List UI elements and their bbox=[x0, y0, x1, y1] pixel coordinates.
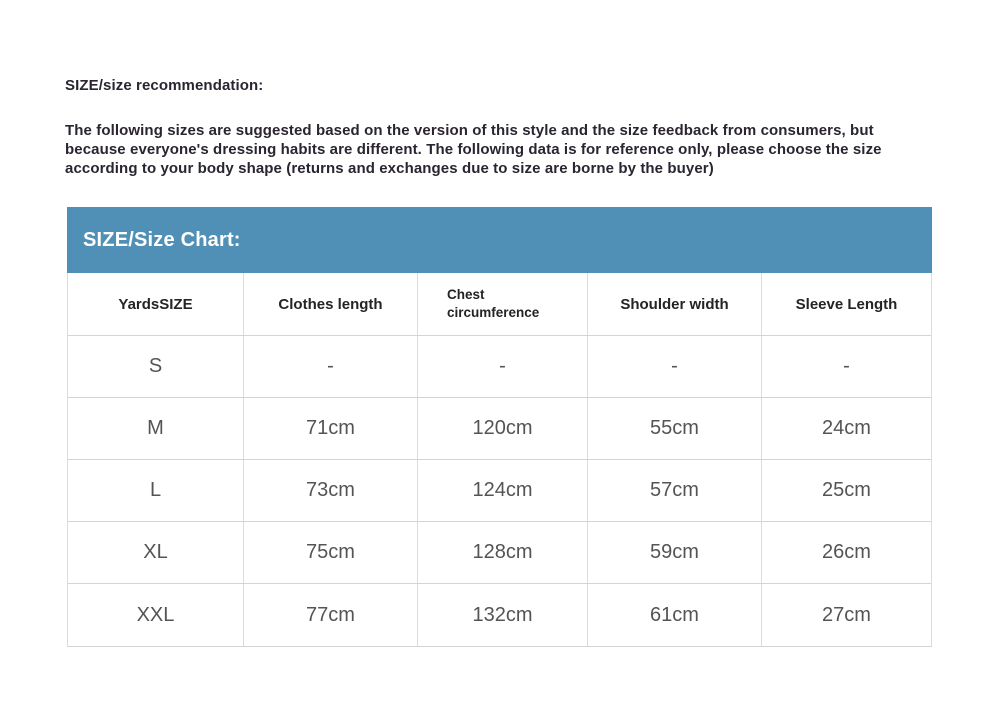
cell-shoulder-width: 61cm bbox=[588, 584, 762, 646]
size-disclaimer-paragraph: The following sizes are suggested based on the version of this style and the size feedback from consumers, but because everyone's dressing habits are different. The following data is for reference only, please choose the size according to your body shape (returns and exchanges due to size are borne by the buyer) bbox=[65, 122, 882, 178]
cell-sleeve-length: 27cm bbox=[822, 603, 871, 626]
cell-shoulder-width: - bbox=[588, 336, 762, 397]
cell-sleeve-length: 26cm bbox=[822, 541, 871, 563]
table-row-l bbox=[68, 460, 931, 522]
cell-size-label: S bbox=[68, 336, 244, 397]
cell-size-label: XXL bbox=[68, 584, 244, 646]
cell-chest-circumference: 128cm bbox=[418, 522, 588, 583]
table-row-s bbox=[68, 336, 931, 398]
column-header-shoulder-width: Shoulder width bbox=[588, 273, 762, 335]
cell-size-label: M bbox=[68, 398, 244, 459]
cell-size-label: XL bbox=[68, 522, 244, 583]
cell-shoulder-width: 59cm bbox=[588, 522, 762, 583]
table-row-xl bbox=[68, 522, 931, 584]
table-header-row bbox=[68, 273, 931, 336]
column-header-clothes-length: Clothes length bbox=[244, 273, 418, 335]
cell-chest-circumference: - bbox=[418, 336, 588, 397]
cell-chest-circumference: 124cm bbox=[418, 460, 588, 521]
cell-clothes-length: 77cm bbox=[244, 584, 418, 646]
cell-chest-circumference: 132cm bbox=[418, 584, 588, 646]
cell-clothes-length: 75cm bbox=[244, 522, 418, 583]
cell-chest-circumference: 120cm bbox=[418, 398, 588, 459]
cell-shoulder-width: 57cm bbox=[588, 460, 762, 521]
column-header-yards-size: YardsSIZE bbox=[68, 273, 244, 335]
size-chart-table bbox=[67, 273, 932, 647]
cell-clothes-length: 71cm bbox=[244, 398, 418, 459]
column-header-sleeve-length: Sleeve Length bbox=[795, 295, 898, 313]
table-row-m bbox=[68, 398, 931, 460]
table-row-xxl bbox=[68, 584, 931, 646]
cell-clothes-length: 73cm bbox=[244, 460, 418, 521]
column-header-chest-circumference bbox=[418, 273, 588, 335]
cell-shoulder-width: 55cm bbox=[588, 398, 762, 459]
cell-sleeve-length: - bbox=[843, 355, 850, 377]
size-chart-title-bar bbox=[67, 207, 932, 273]
cell-sleeve-length: 24cm bbox=[822, 417, 871, 439]
size-chart-title: SIZE/Size Chart: bbox=[83, 228, 241, 251]
column-header-chest-circumference-label: Chest circumference bbox=[447, 287, 540, 320]
size-recommendation-heading: SIZE/size recommendation: bbox=[65, 77, 264, 94]
cell-size-label: L bbox=[68, 460, 244, 521]
cell-clothes-length: - bbox=[244, 336, 418, 397]
cell-sleeve-length: 25cm bbox=[822, 479, 871, 501]
